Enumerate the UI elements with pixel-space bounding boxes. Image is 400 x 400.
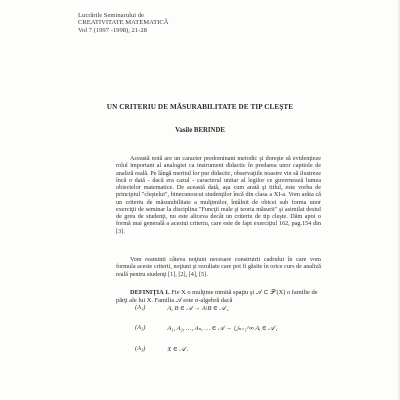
- axiom-label: (A₁): [135, 304, 146, 311]
- definition-1: [116, 289, 326, 305]
- header-line-2: CREATIVITATE MATEMATICĂ: [78, 19, 169, 27]
- intro-paragraph: Această notă are un caracter predominant metodic şi doreşte să evidenţieze rolul important al analogiei ca instrument didactic în predarea unor capitole de analiză reală. Pe lângă meritul lor pur didactic, observaţiile noastre vin să ilustreze încă o dată - dacă era cazul - caracterul unitar al legilor ce guvernează lumea obiectelor matematice. De această dată, aşa cum arată şi titlul, este vorba de principiul "cleştelui", binecunoscut studenţilor încă din clasa a XI-a. Vom arăta că un criteriu de măsurabilitate a mulţimilor, întâlnit de obicei sub forma unor exerciţii de seminar la disciplina "Funcţii reale şi teoria măsurii" şi asimilat destul de greu de studenţi, nu este altceva decât un criteriu de tip cleşte. Dăm apoi o formă mai generală a acestui criteriu, care este de fapt exerciţiul 162, pag.154 din [3].: [116, 155, 321, 235]
- definition-text: Fie X o mulţime nimită spaţiu şi 𝒜 ⊂ 𝒫 (X) o familie de părţi ale lui X. Familia 𝒜 este σ-algebră dacă: [116, 289, 318, 304]
- axiom-a2: [135, 324, 278, 333]
- definition-label: DEFINIŢIA 1.: [130, 289, 170, 296]
- second-paragraph: Vom reaminti câteva noţiuni necesare construirii cadrului în care vom formula aceste criterii, noţiuni şi rezultate care pot fi găsite în orice curs de analiză reală pentru studenţi [1], [2], [4], [5].: [116, 256, 321, 278]
- axiom-label: (A₃): [135, 345, 146, 352]
- header-line-3: Vol 7 (1997 -1998), 21-28: [78, 26, 147, 34]
- header-line-1: Lucrările Seminarului de: [78, 12, 144, 19]
- axiom-a1: [135, 304, 229, 313]
- axiom-formula: A₁, A₂, …, Aₙ, … ∈ 𝒜 → ⋃ₙ₌₁^∞ Aᵢ ∈ 𝒜 ,: [167, 325, 278, 332]
- axiom-a3: [135, 345, 188, 354]
- journal-header: [78, 12, 169, 34]
- axiom-label: (A₂): [135, 324, 146, 331]
- paper-author: Vasile BERINDE: [175, 127, 225, 134]
- axiom-formula: X ∈ 𝒜 .: [167, 346, 189, 353]
- axiom-formula: A, B ∈ 𝒜 → A\B ∈ 𝒜 ,: [167, 305, 229, 312]
- paper-title: UN CRITERIU DE MĂSURABILITATE DE TIP CLEŞTE: [106, 103, 294, 111]
